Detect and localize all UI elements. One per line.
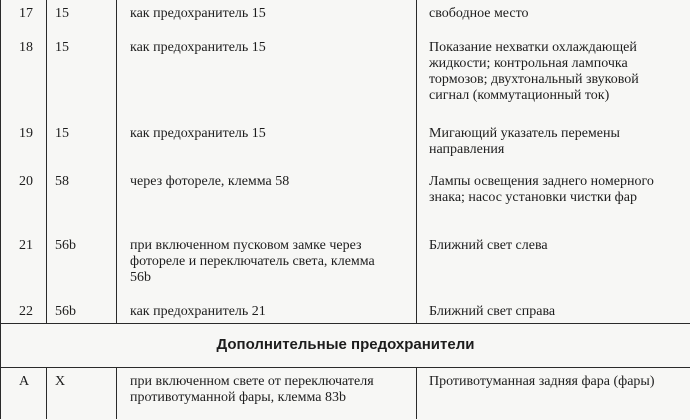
section-header-row <box>1 323 690 367</box>
fuse-terminal: 56b <box>47 298 117 323</box>
table-row <box>1 120 690 168</box>
fuse-connection: при включенном свете от переключателя противотуманной фары, клемма 83b <box>117 367 417 419</box>
fuse-connection: как предохранитель 21 <box>117 298 417 323</box>
fuse-connection: через фотореле, клемма 58 <box>117 168 417 232</box>
table-row <box>1 0 690 34</box>
fuse-terminal: 58 <box>47 168 117 232</box>
table-row <box>1 367 690 419</box>
fuse-circuit: свободное место <box>417 0 690 34</box>
fuse-circuit: Мигающий указатель перемены направления <box>417 120 690 168</box>
section-title: Дополнительные предохранители <box>1 323 690 367</box>
table-row <box>1 232 690 298</box>
fuse-connection: как предохранитель 15 <box>117 120 417 168</box>
fuse-circuit: Ближний свет слева <box>417 232 690 298</box>
fuse-terminal: 56b <box>47 232 117 298</box>
table-row <box>1 34 690 120</box>
fuse-number: 21 <box>1 232 47 298</box>
fuse-number: 17 <box>1 0 47 34</box>
fuse-number: 22 <box>1 298 47 323</box>
fuse-circuit: Ближний свет справа <box>417 298 690 323</box>
fuse-circuit: Противотуманная задняя фара (фары) <box>417 367 690 419</box>
fuse-connection: как предохранитель 15 <box>117 0 417 34</box>
fuse-number: 18 <box>1 34 47 120</box>
fuse-number: 20 <box>1 168 47 232</box>
table-row <box>1 298 690 323</box>
fuse-circuit: Показание нехватки охлаждающей жидкости; контрольная лампочка тормозов; двухтональный звуковой сигнал (коммутационный ток) <box>417 34 690 120</box>
fuse-circuit: Лампы освещения заднего номерного знака; насос установки чистки фар <box>417 168 690 232</box>
fuse-terminal: 15 <box>47 34 117 120</box>
fuse-terminal: X <box>47 367 117 419</box>
fuse-number: A <box>1 367 47 419</box>
fuse-connection: при включенном пусковом замке через фотореле и переключатель света, клемма 56b <box>117 232 417 298</box>
fuse-terminal: 15 <box>47 120 117 168</box>
fuse-terminal: 15 <box>47 0 117 34</box>
fuse-number: 19 <box>1 120 47 168</box>
table-row <box>1 168 690 232</box>
fuse-connection: как предохранитель 15 <box>117 34 417 120</box>
